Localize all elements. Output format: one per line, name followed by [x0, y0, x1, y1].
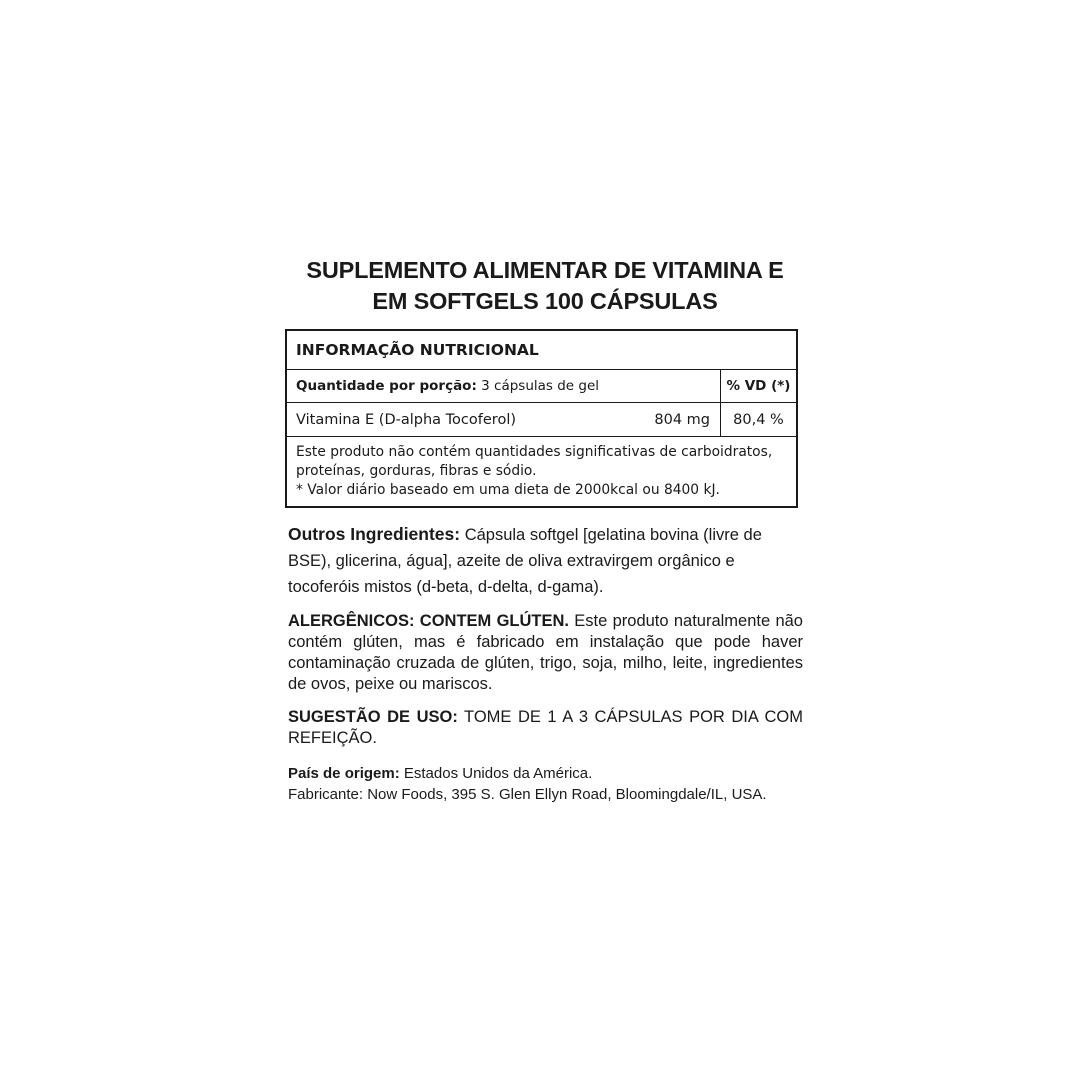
allergens-heading: ALERGÊNICOS: CONTEM GLÚTEN. — [288, 612, 569, 630]
nutrition-footnote — [287, 437, 796, 506]
origin-heading: País de origem: — [288, 765, 400, 782]
nutrient-amount: 804 mg — [654, 411, 710, 428]
nutrient-row — [287, 403, 796, 437]
origin-text: Estados Unidos da América. — [399, 765, 593, 782]
allergens-paragraph — [288, 611, 803, 695]
ingredients-text: Cápsula softgel [gelatina bovina (livre de BSE), glicerina, água], azeite de oliva extravirgem orgânico e tocoferóis mistos (d-beta, d-delta, d-gama). — [288, 526, 762, 596]
nutrient-cell — [287, 403, 721, 436]
nutrition-facts-table — [285, 329, 798, 508]
ingredients-paragraph — [288, 521, 803, 600]
product-label — [285, 255, 805, 317]
usage-text: TOME DE 1 A 3 CÁPSULAS POR DIA COM REFEIÇÃO. — [288, 708, 803, 747]
footnote-line-3: * Valor diário baseado em uma dieta de 2000kcal ou 8400 kJ. — [296, 482, 720, 498]
usage-paragraph — [288, 707, 803, 749]
ingredients-heading: Outros Ingredientes: — [288, 524, 461, 544]
nutrient-vd: 80,4 % — [733, 411, 784, 428]
manufacturer-text: Fabricante: Now Foods, 395 S. Glen Ellyn Road, Bloomingdale/IL, USA. — [288, 786, 767, 803]
usage-heading: SUGESTÃO DE USO: — [288, 708, 458, 726]
footnote-line-1: Este produto não contém quantidades significativas de carboidratos, — [296, 444, 773, 460]
vd-header: % VD (*) — [726, 378, 791, 394]
portion-value: 3 cápsulas de gel — [476, 378, 600, 394]
allergens-text: Este produto naturalmente não contém glúten, mas é fabricado em instalação que pode haver contaminação cruzada de glúten, trigo, soja, milho, leite, ingredientes de ovos, peixe ou mariscos. — [288, 612, 803, 693]
product-title — [285, 255, 805, 317]
portion-row — [287, 370, 796, 403]
footnote-line-2: proteínas, gorduras, fibras e sódio. — [296, 463, 537, 479]
title-line-1: SUPLEMENTO ALIMENTAR DE VITAMINA E — [306, 257, 784, 283]
portion-label: Quantidade por porção: — [296, 378, 477, 394]
portion-cell — [287, 370, 721, 402]
title-line-2: EM SOFTGELS 100 CÁPSULAS — [372, 288, 718, 314]
origin-paragraph — [288, 763, 803, 805]
nutrition-table-header: INFORMAÇÃO NUTRICIONAL — [287, 331, 796, 370]
nutrient-name: Vitamina E (D-alpha Tocoferol) — [296, 411, 516, 428]
